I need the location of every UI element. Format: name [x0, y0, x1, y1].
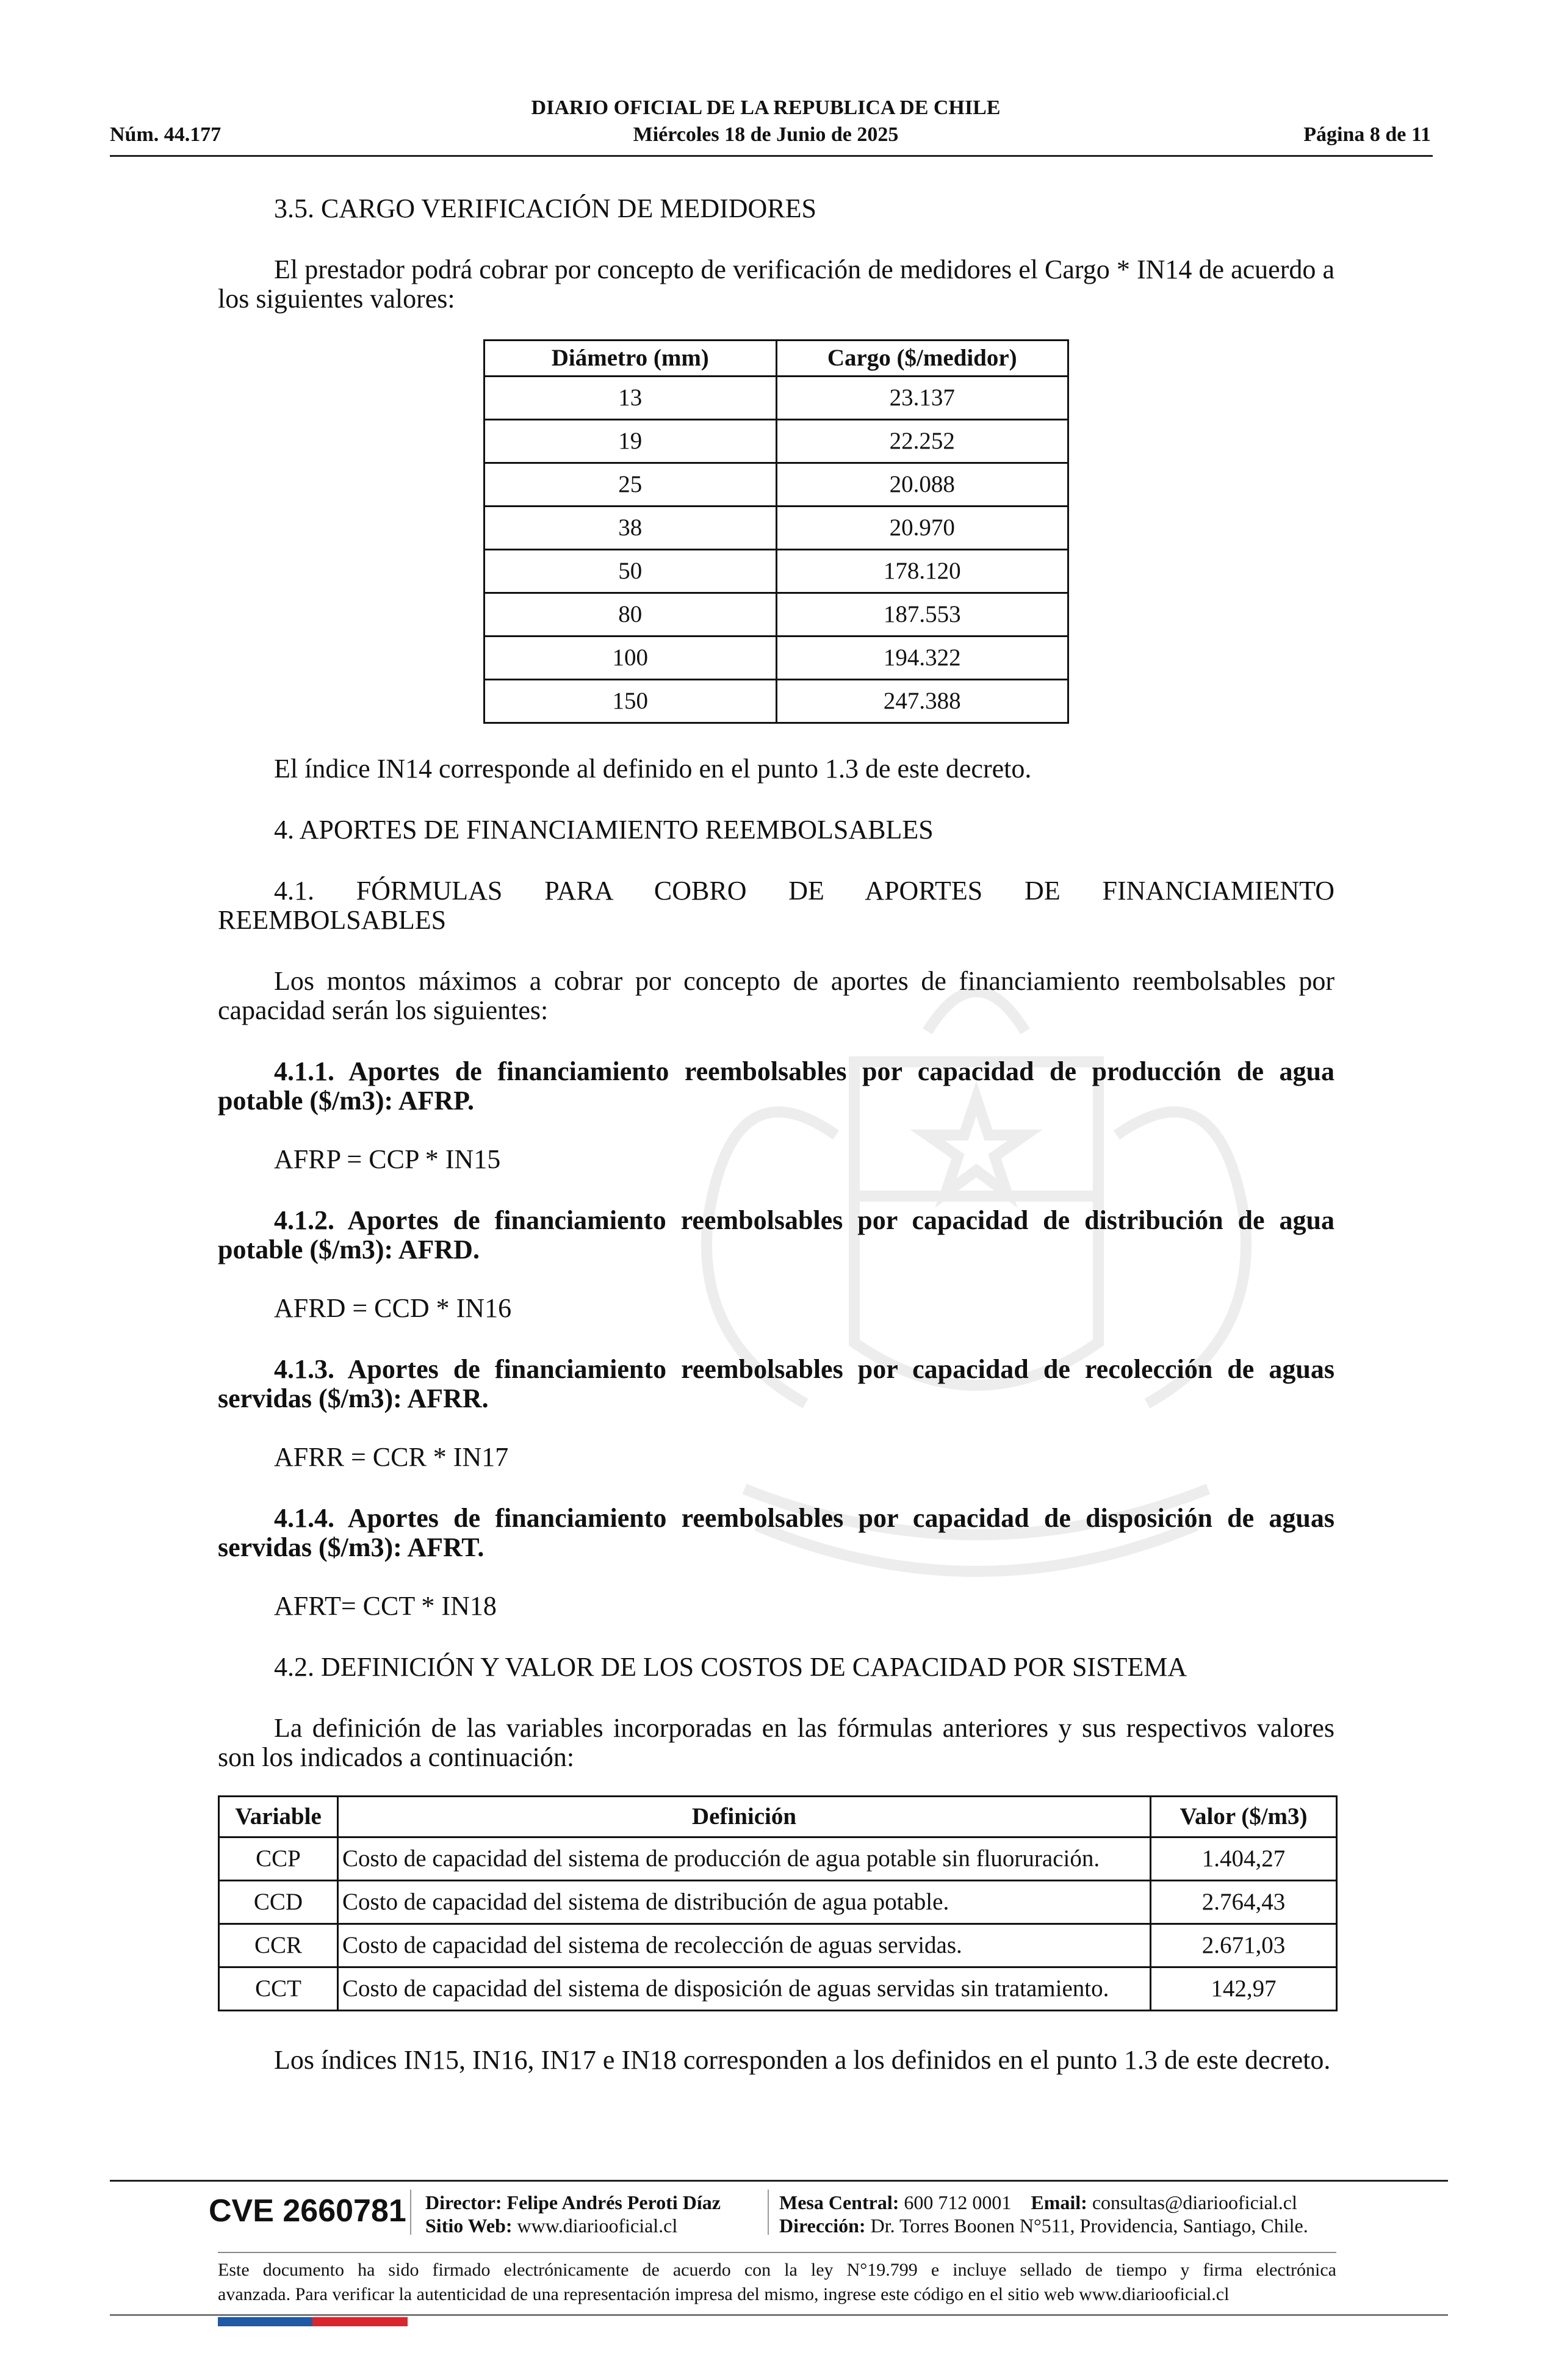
column-header-diameter: Diámetro (mm) — [484, 341, 777, 377]
footer-divider-middle — [218, 2252, 1336, 2253]
flag-stripe-red — [312, 2317, 408, 2326]
section-heading-3-5: 3.5. CARGO VERIFICACIÓN DE MEDIDORES — [274, 193, 817, 223]
footer-separator — [410, 2190, 411, 2235]
table-row — [484, 593, 1068, 636]
footer-divider-bottom — [110, 2314, 1448, 2316]
table-row — [484, 463, 1068, 507]
variable-cell: CCD — [219, 1881, 338, 1924]
footer-separator — [768, 2190, 769, 2235]
indices-closing-note: Los índices IN15, IN16, IN17 e IN18 corresponden a los definidos en el punto 1.3 de este decreto. — [274, 2045, 1331, 2075]
diameter-cell: 50 — [484, 550, 777, 593]
flag-stripe-blue — [218, 2317, 312, 2326]
charge-cell: 20.970 — [776, 507, 1068, 550]
section-heading-4-1-line2: REEMBOLSABLES — [218, 905, 447, 935]
document-body — [218, 194, 1334, 2075]
issue-date: Miércoles 18 de Junio de 2025 — [633, 123, 899, 146]
column-header-value: Valor ($/m3) — [1151, 1797, 1337, 1837]
director-name: Felipe Andrés Peroti Díaz — [506, 2191, 721, 2213]
definition-cell: Costo de capacidad del sistema de producción de agua potable sin fluoruración. — [338, 1837, 1151, 1881]
formula-afrd: AFRD = CCD * IN16 — [274, 1293, 512, 1323]
variable-cell: CCT — [219, 1967, 338, 2011]
diameter-cell: 80 — [484, 593, 777, 636]
capacity-contribution-intro: Los montos máximos a cobrar por concepto de aportes de financiamiento reembolsables por capacidad serán los siguientes: — [218, 966, 1334, 1025]
diameter-cell: 150 — [484, 680, 777, 723]
value-cell: 2.764,43 — [1151, 1881, 1337, 1924]
column-header-charge: Cargo ($/medidor) — [776, 341, 1068, 377]
footer-director-block — [425, 2191, 721, 2237]
diameter-cell: 25 — [484, 463, 777, 507]
charge-cell: 22.252 — [776, 420, 1068, 463]
address-label: Dirección: — [779, 2215, 866, 2237]
website-link[interactable]: www.diariooficial.cl — [517, 2215, 678, 2237]
legal-notice-line2: avanzada. Para verificar la autenticidad de una representación impresa del mismo, ingrese este código en el sitio web www.diariooficial.cl — [218, 2284, 1230, 2304]
table-row — [484, 420, 1068, 463]
mesa-central-phone: 600 712 0001 — [904, 2191, 1012, 2213]
subsection-4-1-2-title: 4.1.2. Aportes de financiamiento reembolsables por capacidad de distribución de agua potable ($/m3): AFRD. — [218, 1205, 1334, 1264]
value-cell: 1.404,27 — [1151, 1837, 1337, 1881]
charge-cell: 23.137 — [776, 377, 1068, 420]
subsection-4-1-1-title: 4.1.1. Aportes de financiamiento reembolsables por capacidad de producción de agua potable ($/m3): AFRP. — [218, 1056, 1334, 1116]
variables-intro: La definición de las variables incorporadas en las fórmulas anteriores y sus respectivos valores son los indicados a continuación: — [218, 1713, 1334, 1772]
table-row — [219, 1837, 1337, 1881]
table-row — [219, 1881, 1337, 1924]
mesa-central-label: Mesa Central: — [779, 2191, 899, 2213]
subsection-4-1-4-title: 4.1.4. Aportes de financiamiento reembolsables por capacidad de disposición de aguas servidas ($/m3): AFRT. — [218, 1503, 1334, 1562]
legal-notice — [218, 2258, 1336, 2307]
section-heading-4-1-line1: 4.1. FÓRMULAS PARA COBRO DE APORTES DE FINANCIAMIENTO — [274, 876, 1334, 906]
charge-cell: 194.322 — [776, 636, 1068, 680]
value-cell: 142,97 — [1151, 1967, 1337, 2011]
footer-contact-block — [779, 2191, 1308, 2237]
issue-number: Núm. 44.177 — [110, 123, 222, 146]
table-row — [484, 550, 1068, 593]
diameter-cell: 100 — [484, 636, 777, 680]
section-heading-4: 4. APORTES DE FINANCIAMIENTO REEMBOLSABLES — [274, 815, 934, 845]
director-label: Director: — [425, 2191, 502, 2213]
address-value: Dr. Torres Boonen N°511, Providencia, Santiago, Chile. — [870, 2215, 1308, 2237]
newspaper-title: DIARIO OFICIAL DE LA REPUBLICA DE CHILE — [531, 96, 1001, 119]
column-header-definition: Definición — [338, 1797, 1151, 1837]
capacity-cost-table — [218, 1795, 1338, 2011]
column-header-variable: Variable — [219, 1797, 338, 1837]
table-header-row — [219, 1797, 1337, 1837]
table-header-row — [484, 341, 1068, 377]
website-label: Sitio Web: — [425, 2215, 513, 2237]
section-heading-4-2: 4.2. DEFINICIÓN Y VALOR DE LOS COSTOS DE CAPACIDAD POR SISTEMA — [274, 1652, 1187, 1682]
meter-verification-intro: El prestador podrá cobrar por concepto de verificación de medidores el Cargo * IN14 de acuerdo a los siguientes valores: — [218, 254, 1334, 314]
table-row — [484, 377, 1068, 420]
table-row — [484, 680, 1068, 723]
diameter-cell: 13 — [484, 377, 777, 420]
in14-note: El índice IN14 corresponde al definido en el punto 1.3 de este decreto. — [274, 754, 1032, 784]
table-row — [484, 636, 1068, 680]
definition-cell: Costo de capacidad del sistema de disposición de aguas servidas sin tratamiento. — [338, 1967, 1151, 2011]
page-number: Página 8 de 11 — [1303, 123, 1431, 146]
variable-cell: CCR — [219, 1924, 338, 1967]
table-row — [484, 507, 1068, 550]
header-divider — [110, 155, 1433, 157]
charge-cell: 20.088 — [776, 463, 1068, 507]
subsection-4-1-3-title: 4.1.3. Aportes de financiamiento reembolsables por capacidad de recolección de aguas servidas ($/m3): AFRR. — [218, 1354, 1334, 1413]
value-cell: 2.671,03 — [1151, 1924, 1337, 1967]
charge-cell: 178.120 — [776, 550, 1068, 593]
charge-cell: 247.388 — [776, 680, 1068, 723]
table-row — [219, 1967, 1337, 2011]
table-row — [219, 1924, 1337, 1967]
formula-afrr: AFRR = CCR * IN17 — [274, 1442, 509, 1472]
formula-afrp: AFRP = CCP * IN15 — [274, 1144, 501, 1174]
email-label: Email: — [1031, 2191, 1087, 2213]
charge-cell: 187.553 — [776, 593, 1068, 636]
cve-code: CVE 2660781 — [209, 2193, 406, 2229]
footer-divider-top — [110, 2180, 1448, 2182]
diameter-cell: 19 — [484, 420, 777, 463]
variable-cell: CCP — [219, 1837, 338, 1881]
meter-charge-table — [483, 339, 1069, 724]
diameter-cell: 38 — [484, 507, 777, 550]
definition-cell: Costo de capacidad del sistema de recolección de aguas servidas. — [338, 1924, 1151, 1967]
email-link[interactable]: consultas@diariooficial.cl — [1092, 2191, 1297, 2213]
legal-notice-line1: Este documento ha sido firmado electrónicamente de acuerdo con la ley N°19.799 e incluye sellado de tiempo y firma electrónica — [218, 2260, 1336, 2280]
formula-afrt: AFRT= CCT * IN18 — [274, 1591, 497, 1621]
definition-cell: Costo de capacidad del sistema de distribución de agua potable. — [338, 1881, 1151, 1924]
